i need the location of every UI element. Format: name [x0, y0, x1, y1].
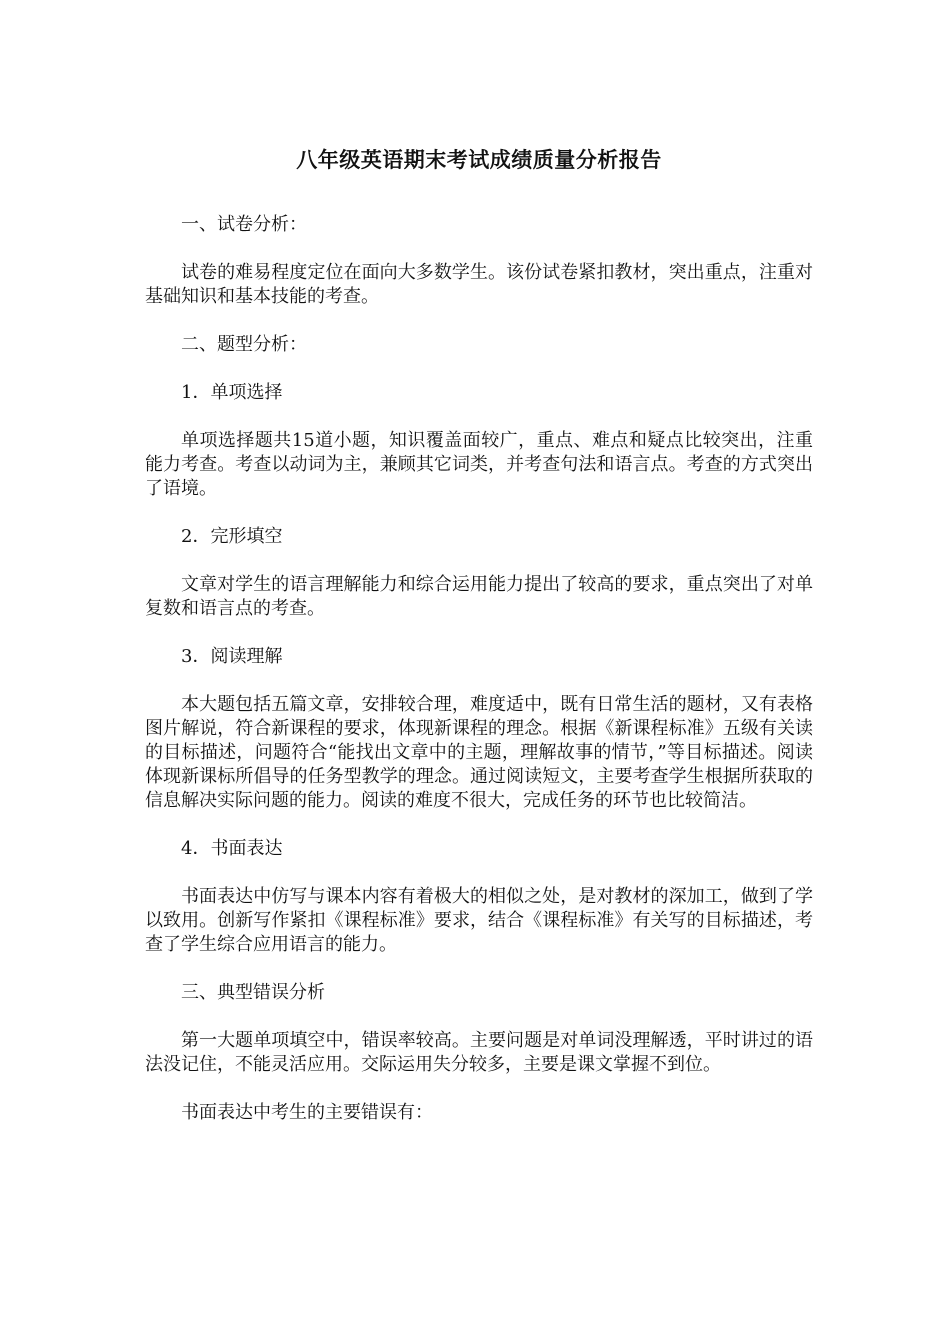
subheading-writing: 4．书面表达: [181, 838, 283, 859]
paragraph-error-single-fill: 第一大题单项填空中，错误率较高。主要问题是对单词没理解透，平时讲过的语法没记住，不能灵活应用。交际运用失分较多，主要是课文掌握不到位。: [145, 1030, 813, 1075]
subheading-single-choice: 1．单项选择: [181, 382, 283, 403]
section-heading-exam-analysis: 一、试卷分析：: [181, 214, 307, 235]
section-heading-error-analysis: 三、典型错误分析: [181, 982, 325, 1003]
paragraph-cloze: 文章对学生的语言理解能力和综合运用能力提出了较高的要求，重点突出了对单复数和语言点的考查。: [145, 574, 813, 619]
section-heading-question-types: 二、题型分析：: [181, 334, 307, 355]
document-page: [145, 140, 813, 1149]
document-title: 八年级英语期末考试成绩质量分析报告: [296, 148, 662, 172]
paragraph-reading: 本大题包括五篇文章，安排较合理，难度适中，既有日常生活的题材，又有表格图片解说，符合新课程的要求，体现新课程的理念。根据《新课程标准》五级有关读的目标描述，问题符合“能找出文章中的主题，理解故事的情节，”等目标描述。阅读体现新课标所倡导的任务型教学的理念。通过阅读短文，主要考查学生根据所获取的信息解决实际问题的能力。阅读的难度不很大，完成任务的环节也比较简洁。: [145, 694, 813, 811]
paragraph-writing: 书面表达中仿写与课本内容有着极大的相似之处，是对教材的深加工，做到了学以致用。创新写作紧扣《课程标准》要求，结合《课程标准》有关写的目标描述，考查了学生综合应用语言的能力。: [145, 886, 813, 955]
subheading-reading: 3．阅读理解: [181, 646, 283, 667]
paragraph-exam-difficulty: 试卷的难易程度定位在面向大多数学生。该份试卷紧扣教材，突出重点，注重对基础知识和基本技能的考查。: [145, 262, 813, 307]
paragraph-single-choice: 单项选择题共15道小题，知识覆盖面较广，重点、难点和疑点比较突出，注重能力考查。考查以动词为主，兼顾其它词类，并考查句法和语言点。考查的方式突出了语境。: [145, 430, 813, 499]
subheading-cloze: 2．完形填空: [181, 526, 283, 547]
paragraph-error-writing: 书面表达中考生的主要错误有：: [181, 1102, 433, 1123]
